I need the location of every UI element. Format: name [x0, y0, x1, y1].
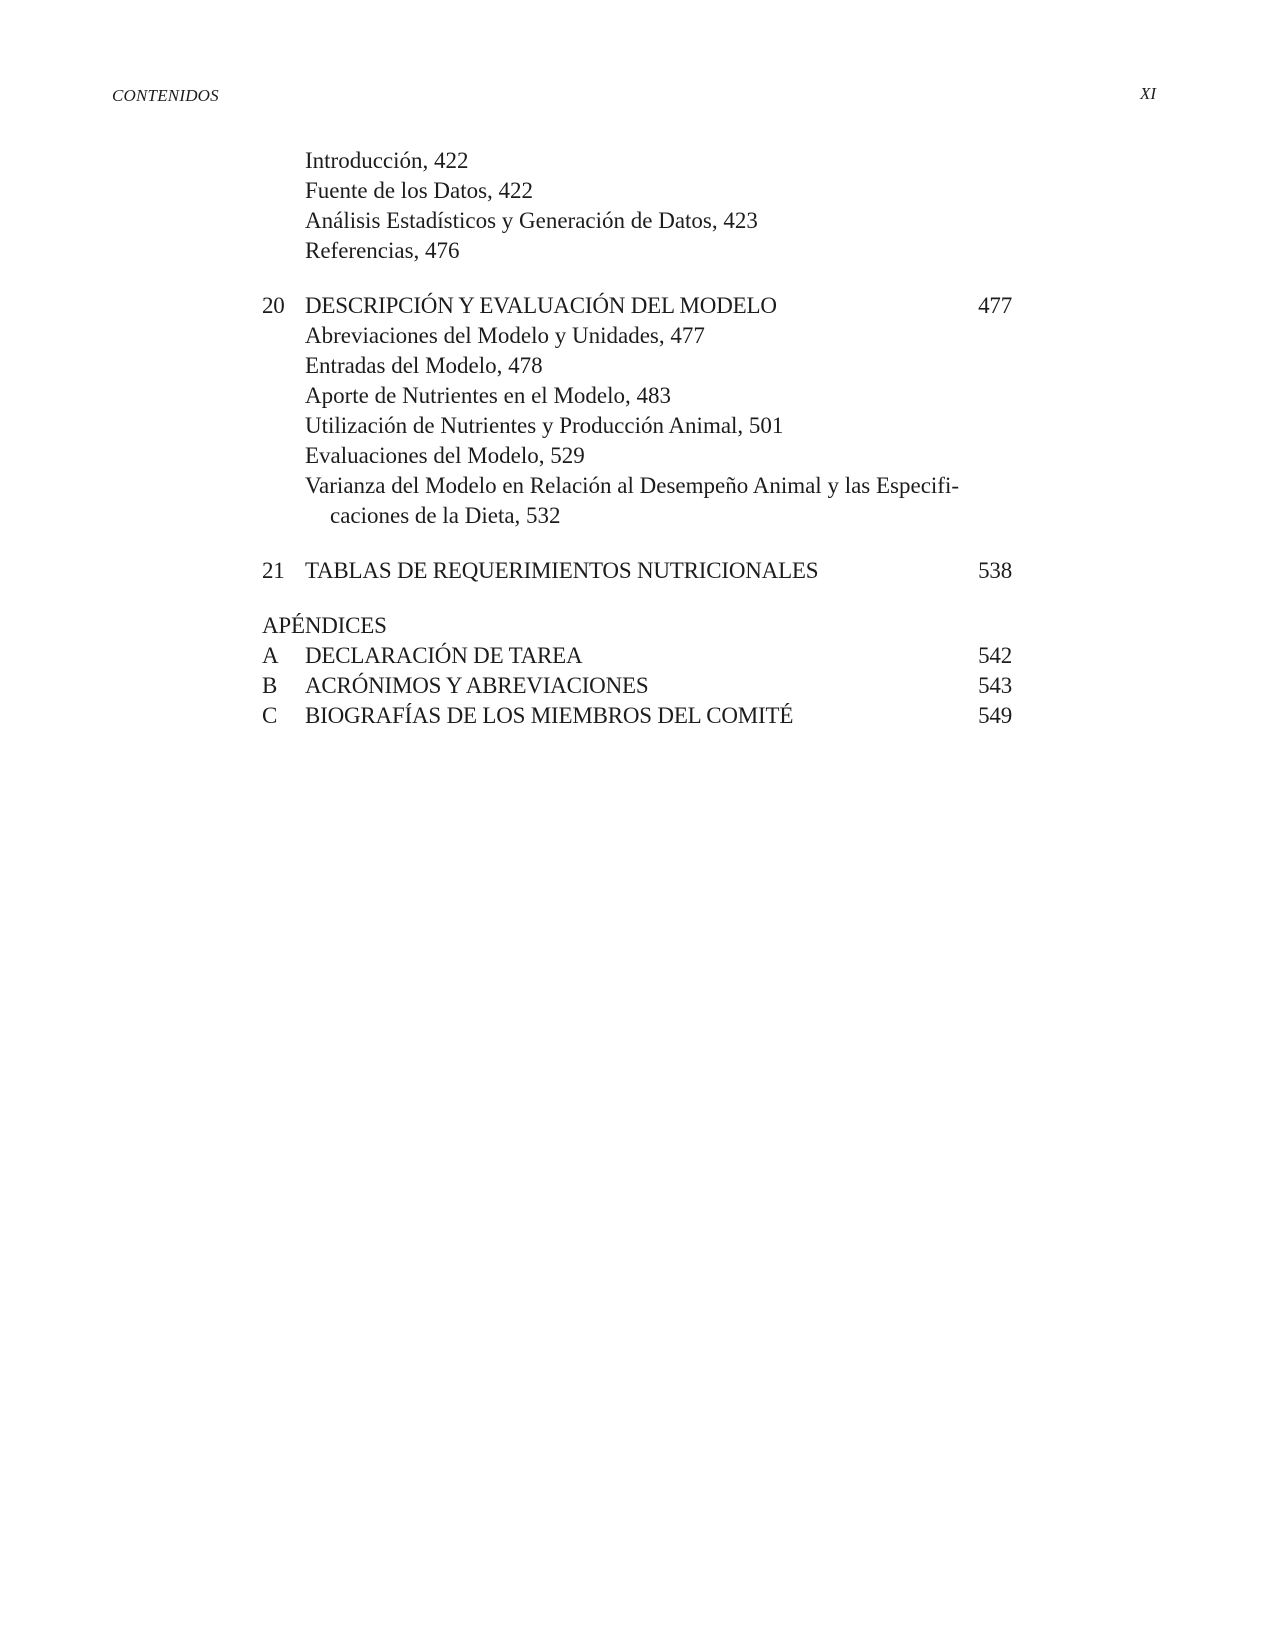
appendix-page: 542 [978, 643, 1012, 668]
appendix-page: 549 [978, 703, 1012, 728]
toc-entry-label: Fuente de los Datos, 422 [305, 178, 534, 203]
running-head-page-number: XI [1140, 84, 1157, 103]
toc-entry-label: Introducción, 422 [305, 148, 469, 173]
toc-entry[interactable] [262, 381, 1012, 411]
appendix-title: BIOGRAFÍAS DE LOS MIEMBROS DEL COMITÉ [305, 703, 794, 728]
toc-entry-label: Evaluaciones del Modelo, 529 [305, 443, 585, 468]
chapter-title: DESCRIPCIÓN Y EVALUACIÓN DEL MODELO [305, 293, 777, 318]
appendix-title: DECLARACIÓN DE TAREA [305, 643, 583, 668]
toc-appendix-a[interactable] [262, 641, 1012, 671]
toc-entry[interactable] [262, 471, 1012, 501]
appendix-letter: A [262, 643, 279, 668]
chapter-page: 538 [978, 558, 1012, 583]
appendix-title: ACRÓNIMOS Y ABREVIACIONES [305, 673, 649, 698]
toc-entry-label: caciones de la Dieta, 532 [330, 503, 561, 528]
toc-entry[interactable] [262, 206, 1012, 236]
toc-entry-continuation[interactable] [262, 501, 1012, 531]
chapter-page: 477 [978, 293, 1012, 318]
toc-entry-label: Varianza del Modelo en Relación al Desempeño Animal y las Especifi- [305, 473, 960, 498]
toc-entry[interactable] [262, 441, 1012, 471]
chapter-title: TABLAS DE REQUERIMIENTOS NUTRICIONALES [305, 558, 819, 583]
toc-entry-label: Entradas del Modelo, 478 [305, 353, 543, 378]
appendix-letter: B [262, 673, 278, 698]
toc-entry-label: Análisis Estadísticos y Generación de Datos, 423 [305, 208, 758, 233]
toc-entry-label: Aporte de Nutrientes en el Modelo, 483 [305, 383, 671, 408]
toc-entry[interactable] [262, 321, 1012, 351]
appendix-letter: C [262, 703, 278, 728]
chapter-number: 20 [262, 293, 285, 318]
toc-appendix-c[interactable] [262, 701, 1012, 731]
toc-entry[interactable] [262, 236, 1012, 266]
appendices-heading-label: APÉNDICES [262, 613, 387, 638]
toc-chapter-20[interactable] [262, 291, 1012, 321]
appendix-page: 543 [978, 673, 1012, 698]
toc-chapter-21[interactable] [262, 556, 1012, 586]
toc-entry[interactable] [262, 411, 1012, 441]
toc-entry-label: Referencias, 476 [305, 238, 460, 263]
chapter-number: 21 [262, 558, 285, 583]
table-of-contents [262, 146, 1012, 731]
toc-entry-label: Utilización de Nutrientes y Producción Animal, 501 [305, 413, 784, 438]
toc-entry[interactable] [262, 351, 1012, 381]
appendices-heading [262, 611, 1012, 641]
toc-appendix-b[interactable] [262, 671, 1012, 701]
toc-entry-label: Abreviaciones del Modelo y Unidades, 477 [305, 323, 705, 348]
toc-entry[interactable] [262, 146, 1012, 176]
toc-entry[interactable] [262, 176, 1012, 206]
running-head-section: CONTENIDOS [112, 86, 219, 105]
